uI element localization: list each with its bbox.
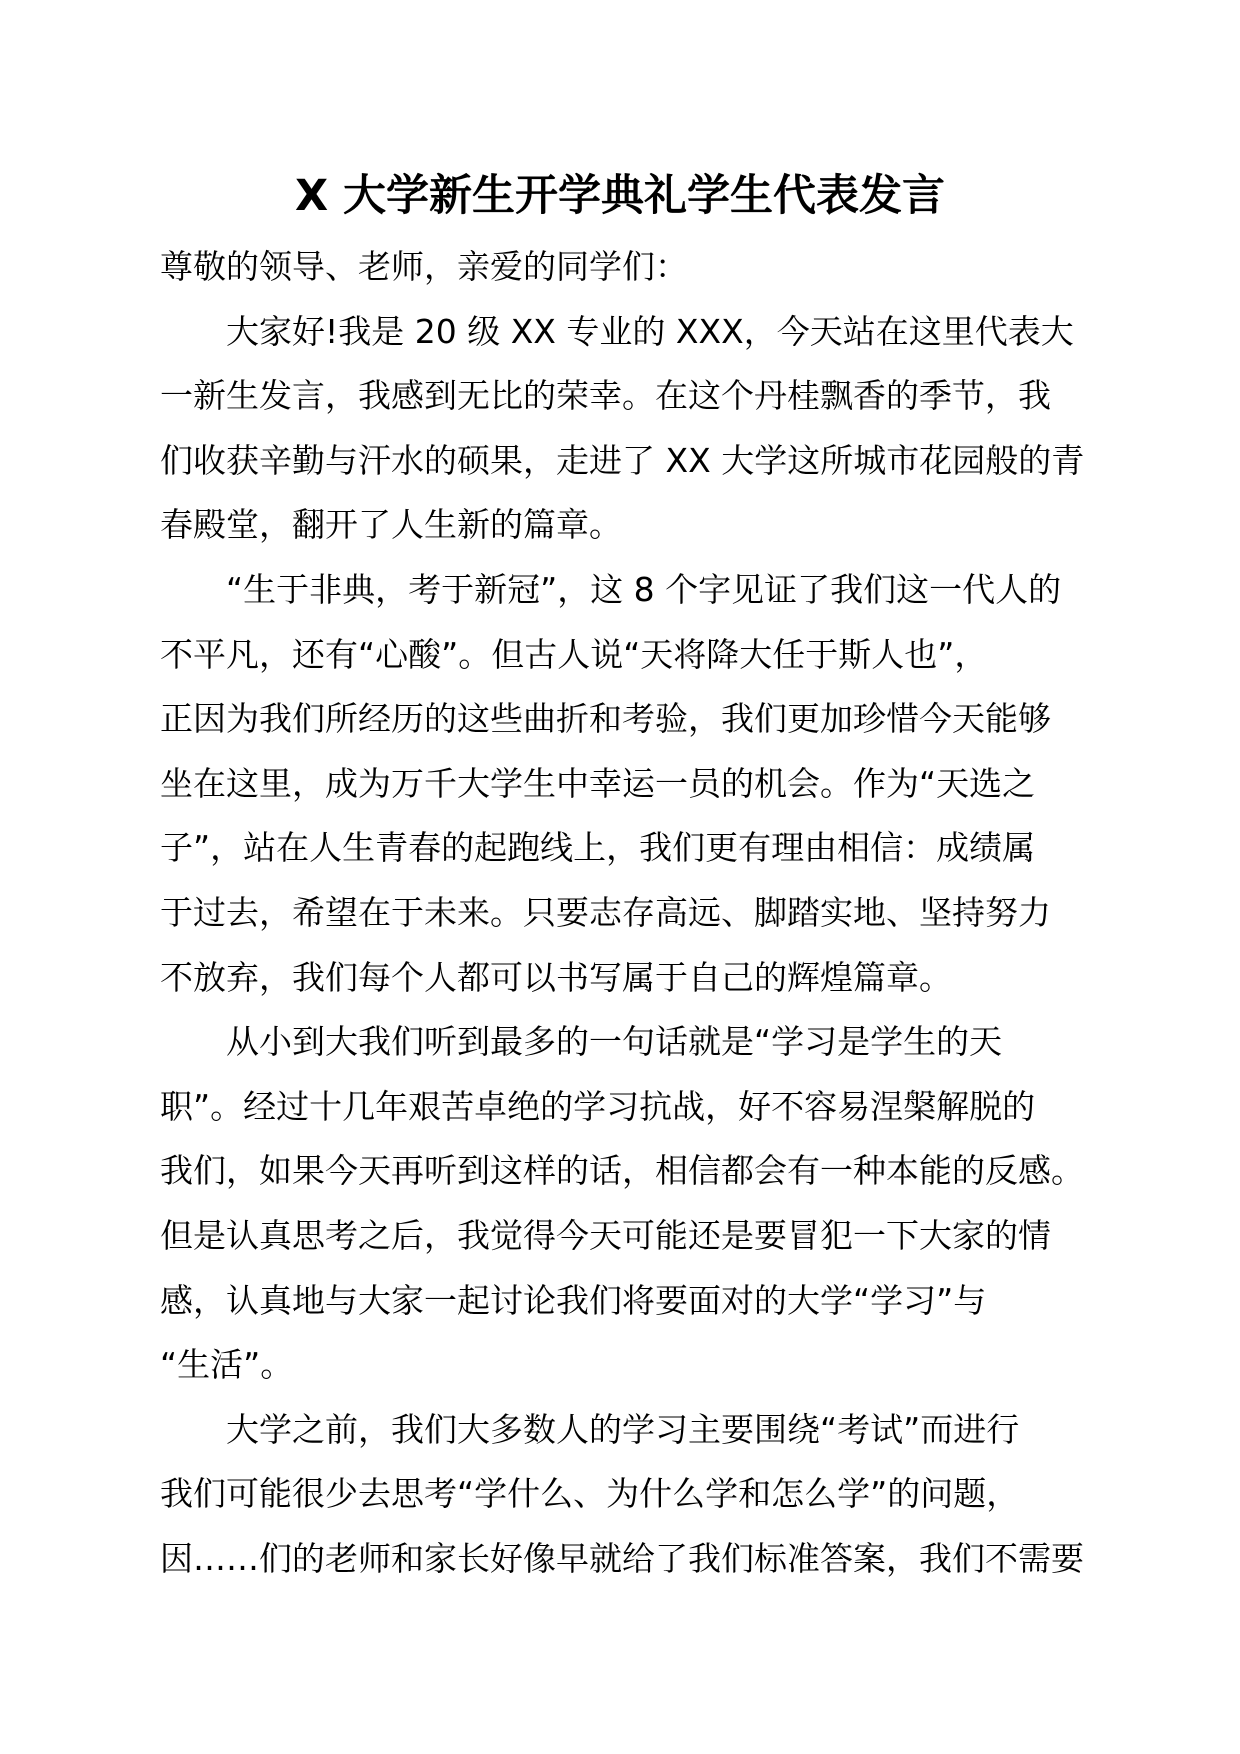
paragraph-line: 一新生发言，我感到无比的荣幸。在这个丹桂飘香的季节，我 xyxy=(160,376,1051,416)
document-body xyxy=(160,235,1120,1591)
paragraph-line: 从小到大我们听到最多的一句话就是“学习是学生的天 xyxy=(226,1022,1003,1062)
paragraph-line: 大学之前，我们大多数人的学习主要围绕“考试”而进行 xyxy=(226,1409,1020,1449)
paragraph-line: 于过去，希望在于未来。只要志存高远、脚踏实地、坚持努力 xyxy=(160,892,1051,932)
paragraph-line: 们收获辛勤与汗水的硕果，走进了 XX 大学这所城市花园般的青 xyxy=(160,440,1085,480)
paragraph-line: 春殿堂，翻开了人生新的篇章。 xyxy=(160,505,622,545)
paragraph-line: 大家好!我是 20 级 XX 专业的 XXX，今天站在这里代表大 xyxy=(226,311,1074,351)
paragraph-line: 我们，如果今天再听到这样的话，相信都会有一种本能的反感。 xyxy=(160,1151,1084,1191)
paragraph-line: 子”，站在人生青春的起跑线上，我们更有理由相信：成绩属 xyxy=(160,828,1036,868)
paragraph-line: “生活”。 xyxy=(160,1345,294,1385)
paragraph-line: “生于非典，考于新冠”，这 8 个字见证了我们这一代人的 xyxy=(226,569,1062,609)
paragraph-line: 但是认真思考之后，我觉得今天可能还是要冒犯一下大家的情 xyxy=(160,1215,1051,1255)
paragraph-line: 不平凡，还有“心酸”。但古人说“天将降大任于斯人也”， xyxy=(160,634,988,674)
document-title: X 大学新生开学典礼学生代表发言 xyxy=(294,171,946,221)
paragraph-line: 感，认真地与大家一起讨论我们将要面对的大学“学习”与 xyxy=(160,1280,987,1320)
paragraph-line: 正因为我们所经历的这些曲折和考验，我们更加珍惜今天能够 xyxy=(160,699,1051,739)
salutation-line: 尊敬的领导、老师，亲爱的同学们： xyxy=(160,247,688,286)
paragraph-line: 职”。经过十几年艰苦卓绝的学习抗战，好不容易涅槃解脱的 xyxy=(160,1086,1036,1126)
paragraph-line: 坐在这里，成为万千大学生中幸运一员的机会。作为“天选之 xyxy=(160,763,1036,803)
paragraph-line: 因……们的老师和家长好像早就给了我们标准答案，我们不需要 xyxy=(160,1538,1084,1578)
paragraph-line: 不放弃，我们每个人都可以书写属于自己的辉煌篇章。 xyxy=(160,957,952,997)
paragraph-line: 我们可能很少去思考“学什么、为什么学和怎么学”的问题， xyxy=(160,1474,1020,1514)
